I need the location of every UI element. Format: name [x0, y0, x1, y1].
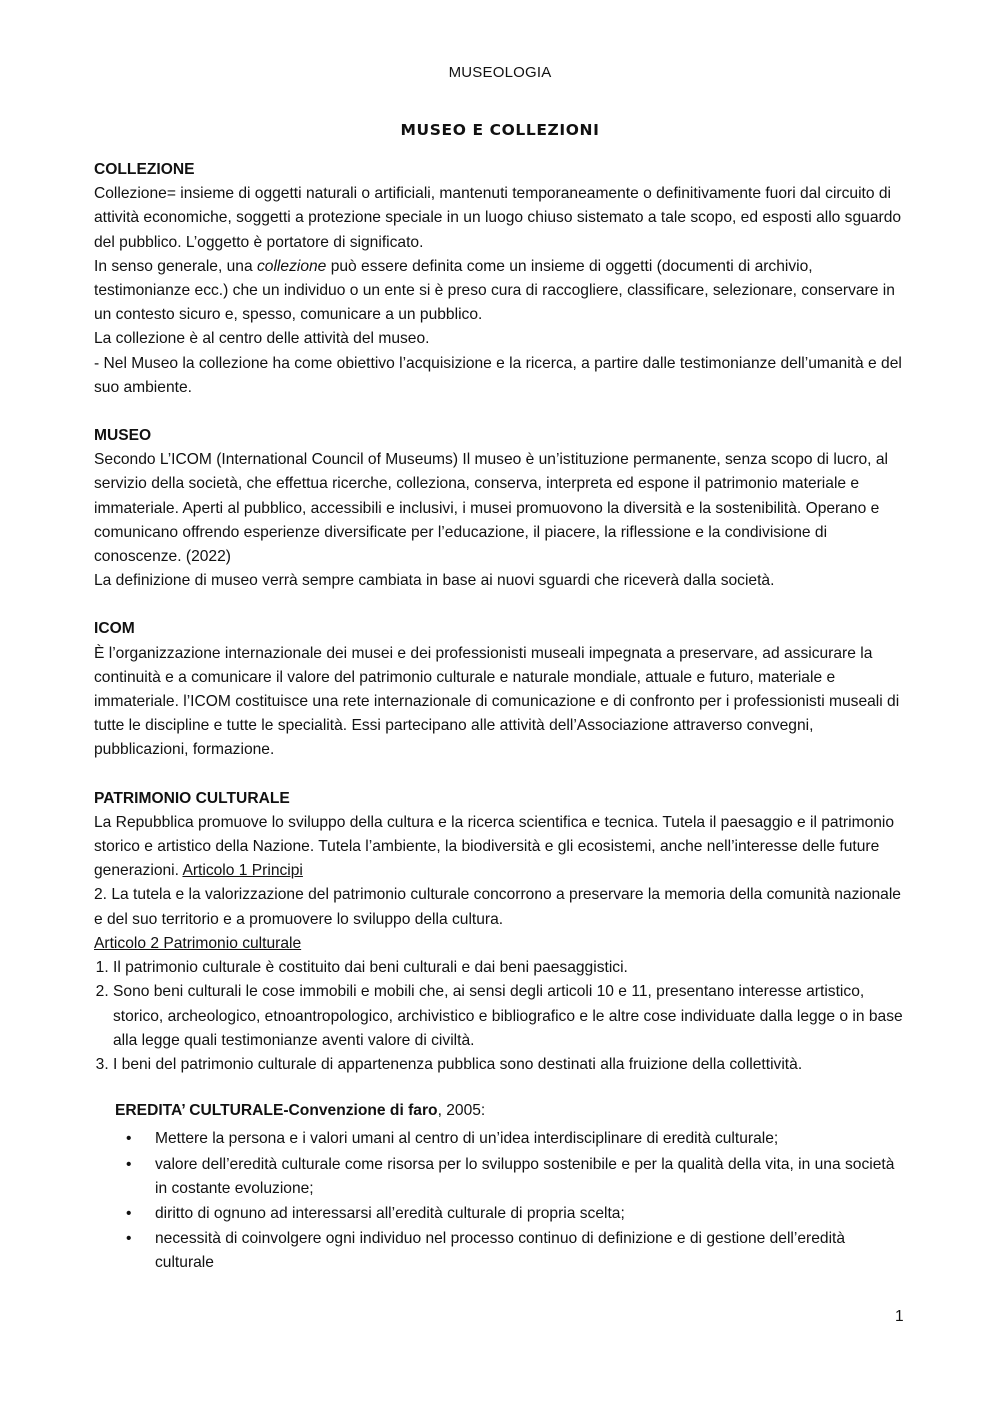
bullet-icon: • [126, 1130, 132, 1148]
numbered-list [93, 956, 908, 1077]
text-run: In senso generale, una [94, 257, 257, 275]
heading-icom: ICOM [94, 620, 135, 638]
list-item [126, 1127, 908, 1151]
list-item [126, 1202, 908, 1226]
paragraph: - Nel Museo la collezione ha come obiettivo l’acquisizione e la ricerca, a partire dalle testimonianze dell’umanità e del suo ambiente. [94, 354, 902, 396]
list-item-text: diritto di ognuno ad interessarsi all’eredità culturale di propria scelta; [155, 1204, 625, 1222]
section-patrimonio-culturale [93, 787, 908, 1077]
paragraph: È l’organizzazione internazionale dei musei e dei professionisti museali impegnata a preservare, ad assicurare la continuità e a comunicare il valore del patrimonio culturale e naturale mondiale, attuale e futuro, materiale e immateriale. l’ICOM costituisce una rete internazionale di comunicazione e di confronto per i professionisti museali di tutte le discipline e tutte le specialità. Essi partecipano alle attività dell’Associazione attraverso convegni, pubblicazioni, formazione. [94, 644, 900, 759]
document-body [93, 158, 908, 1277]
heading-collezione: COLLEZIONE [94, 161, 195, 178]
paragraph: Collezione= insieme di oggetti naturali o artificiali, mantenuti temporaneamente o definitivamente fuori dal circuito di attività economiche, soggetti a protezione speciale in un luogo chiuso sistemato a tale scopo, ed esposti allo sguardo del pubblico. L’oggetto è portatore di significato. [94, 185, 902, 251]
paragraph [93, 255, 908, 328]
italic-term: collezione [257, 257, 327, 275]
text-run: La Repubblica promuove lo sviluppo della cultura e la ricerca scientifica e tecnica. Tutela il paesaggio e il patrimonio storico e artistico della Nazione. Tutela l’ambiente, la biodiversità e gli ecosistemi, anche nell’interesse delle future generazioni. [94, 813, 895, 880]
page-number: 1 [895, 1308, 904, 1325]
paragraph: La collezione è al centro delle attività del museo. [94, 330, 430, 348]
section-museo [93, 424, 908, 593]
paragraph: 2. La tutela e la valorizzazione del patrimonio culturale concorrono a preservare la memoria della comunità nazionale e del suo territorio e a promuovere lo sviluppo della cultura. [94, 886, 901, 928]
articolo-2-heading: Articolo 2 Patrimonio culturale [94, 934, 302, 952]
list-item-text: necessità di coinvolgere ogni individuo nel processo continuo di definizione e di gestione dell’eredità culturale [155, 1230, 846, 1272]
heading-bold-text: EREDITA’ CULTURALE-Convenzione di faro [115, 1102, 438, 1120]
list-item-text: Mettere la persona e i valori umani al centro di un’idea interdisciplinare di eredità culturale; [155, 1130, 779, 1148]
section-icom [93, 617, 908, 762]
bullet-list [93, 1127, 908, 1275]
section-eredita-culturale [93, 1099, 908, 1123]
heading-museo: MUSEO [94, 427, 152, 445]
bullet-icon: • [126, 1204, 132, 1222]
paragraph [93, 811, 908, 884]
list-item [126, 1227, 908, 1275]
paragraph: Secondo L’ICOM (International Council of Museums) Il museo è un’istituzione permanente, senza scopo di lucro, al servizio della società, che effettua ricerche, colleziona, conserva, interpreta ed espone il patrimonio materiale e immateriale. Aperti al pubblico, accessibili e inclusivi, i musei promuovono la diversità e la sostenibilità. Operano e comunicano offrendo esperienze diversificate per l’educazione, il piacere, la riflessione e la condivisione di conoscenze. (2022) [94, 451, 888, 566]
list-item: 3. I beni del patrimonio culturale di appartenenza pubblica sono destinati alla fruizione della collettività. [113, 1053, 908, 1077]
heading-patrimonio-culturale: PATRIMONIO CULTURALE [94, 789, 290, 807]
bullet-icon: • [126, 1230, 132, 1248]
heading-eredita-culturale [114, 1099, 908, 1123]
document-title: MUSEO E COLLEZIONI [400, 121, 600, 139]
list-item-text: valore dell’eredità culturale come risorsa per lo sviluppo sostenibile e per la qualità della vita, in una società in costante evoluzione; [155, 1155, 895, 1197]
paragraph: La definizione di museo verrà sempre cambiata in base ai nuovi sguardi che riceverà dalla società. [94, 572, 775, 590]
heading-rest-text: , 2005: [437, 1102, 486, 1120]
running-header: MUSEOLOGIA [448, 64, 552, 81]
bullet-icon: • [126, 1155, 132, 1173]
articolo-1-link: Articolo 1 Principi [182, 862, 303, 880]
text-run: può essere definita come un insieme di oggetti (documenti di archivio, testimonianze ecc.) che un individuo o un ente si è preso cura di raccogliere, classificare, selezionare, conservare in un contesto sicuro e, spesso, comunicare a un pubblico. [94, 257, 895, 324]
list-item: 2. Sono beni culturali le cose immobili e mobili che, ai sensi degli articoli 10 e 11, presentano interesse artistico, storico, archeologico, etnoantropologico, archivistico e bibliografico e le altre cose individuate dalla legge o in base alla legge quali testimonianze aventi valore di civiltà. [113, 980, 908, 1053]
list-item [126, 1153, 908, 1201]
list-item: 1. Il patrimonio culturale è costituito dai beni culturali e dai beni paesaggistici. [113, 956, 908, 980]
section-collezione [93, 158, 908, 400]
